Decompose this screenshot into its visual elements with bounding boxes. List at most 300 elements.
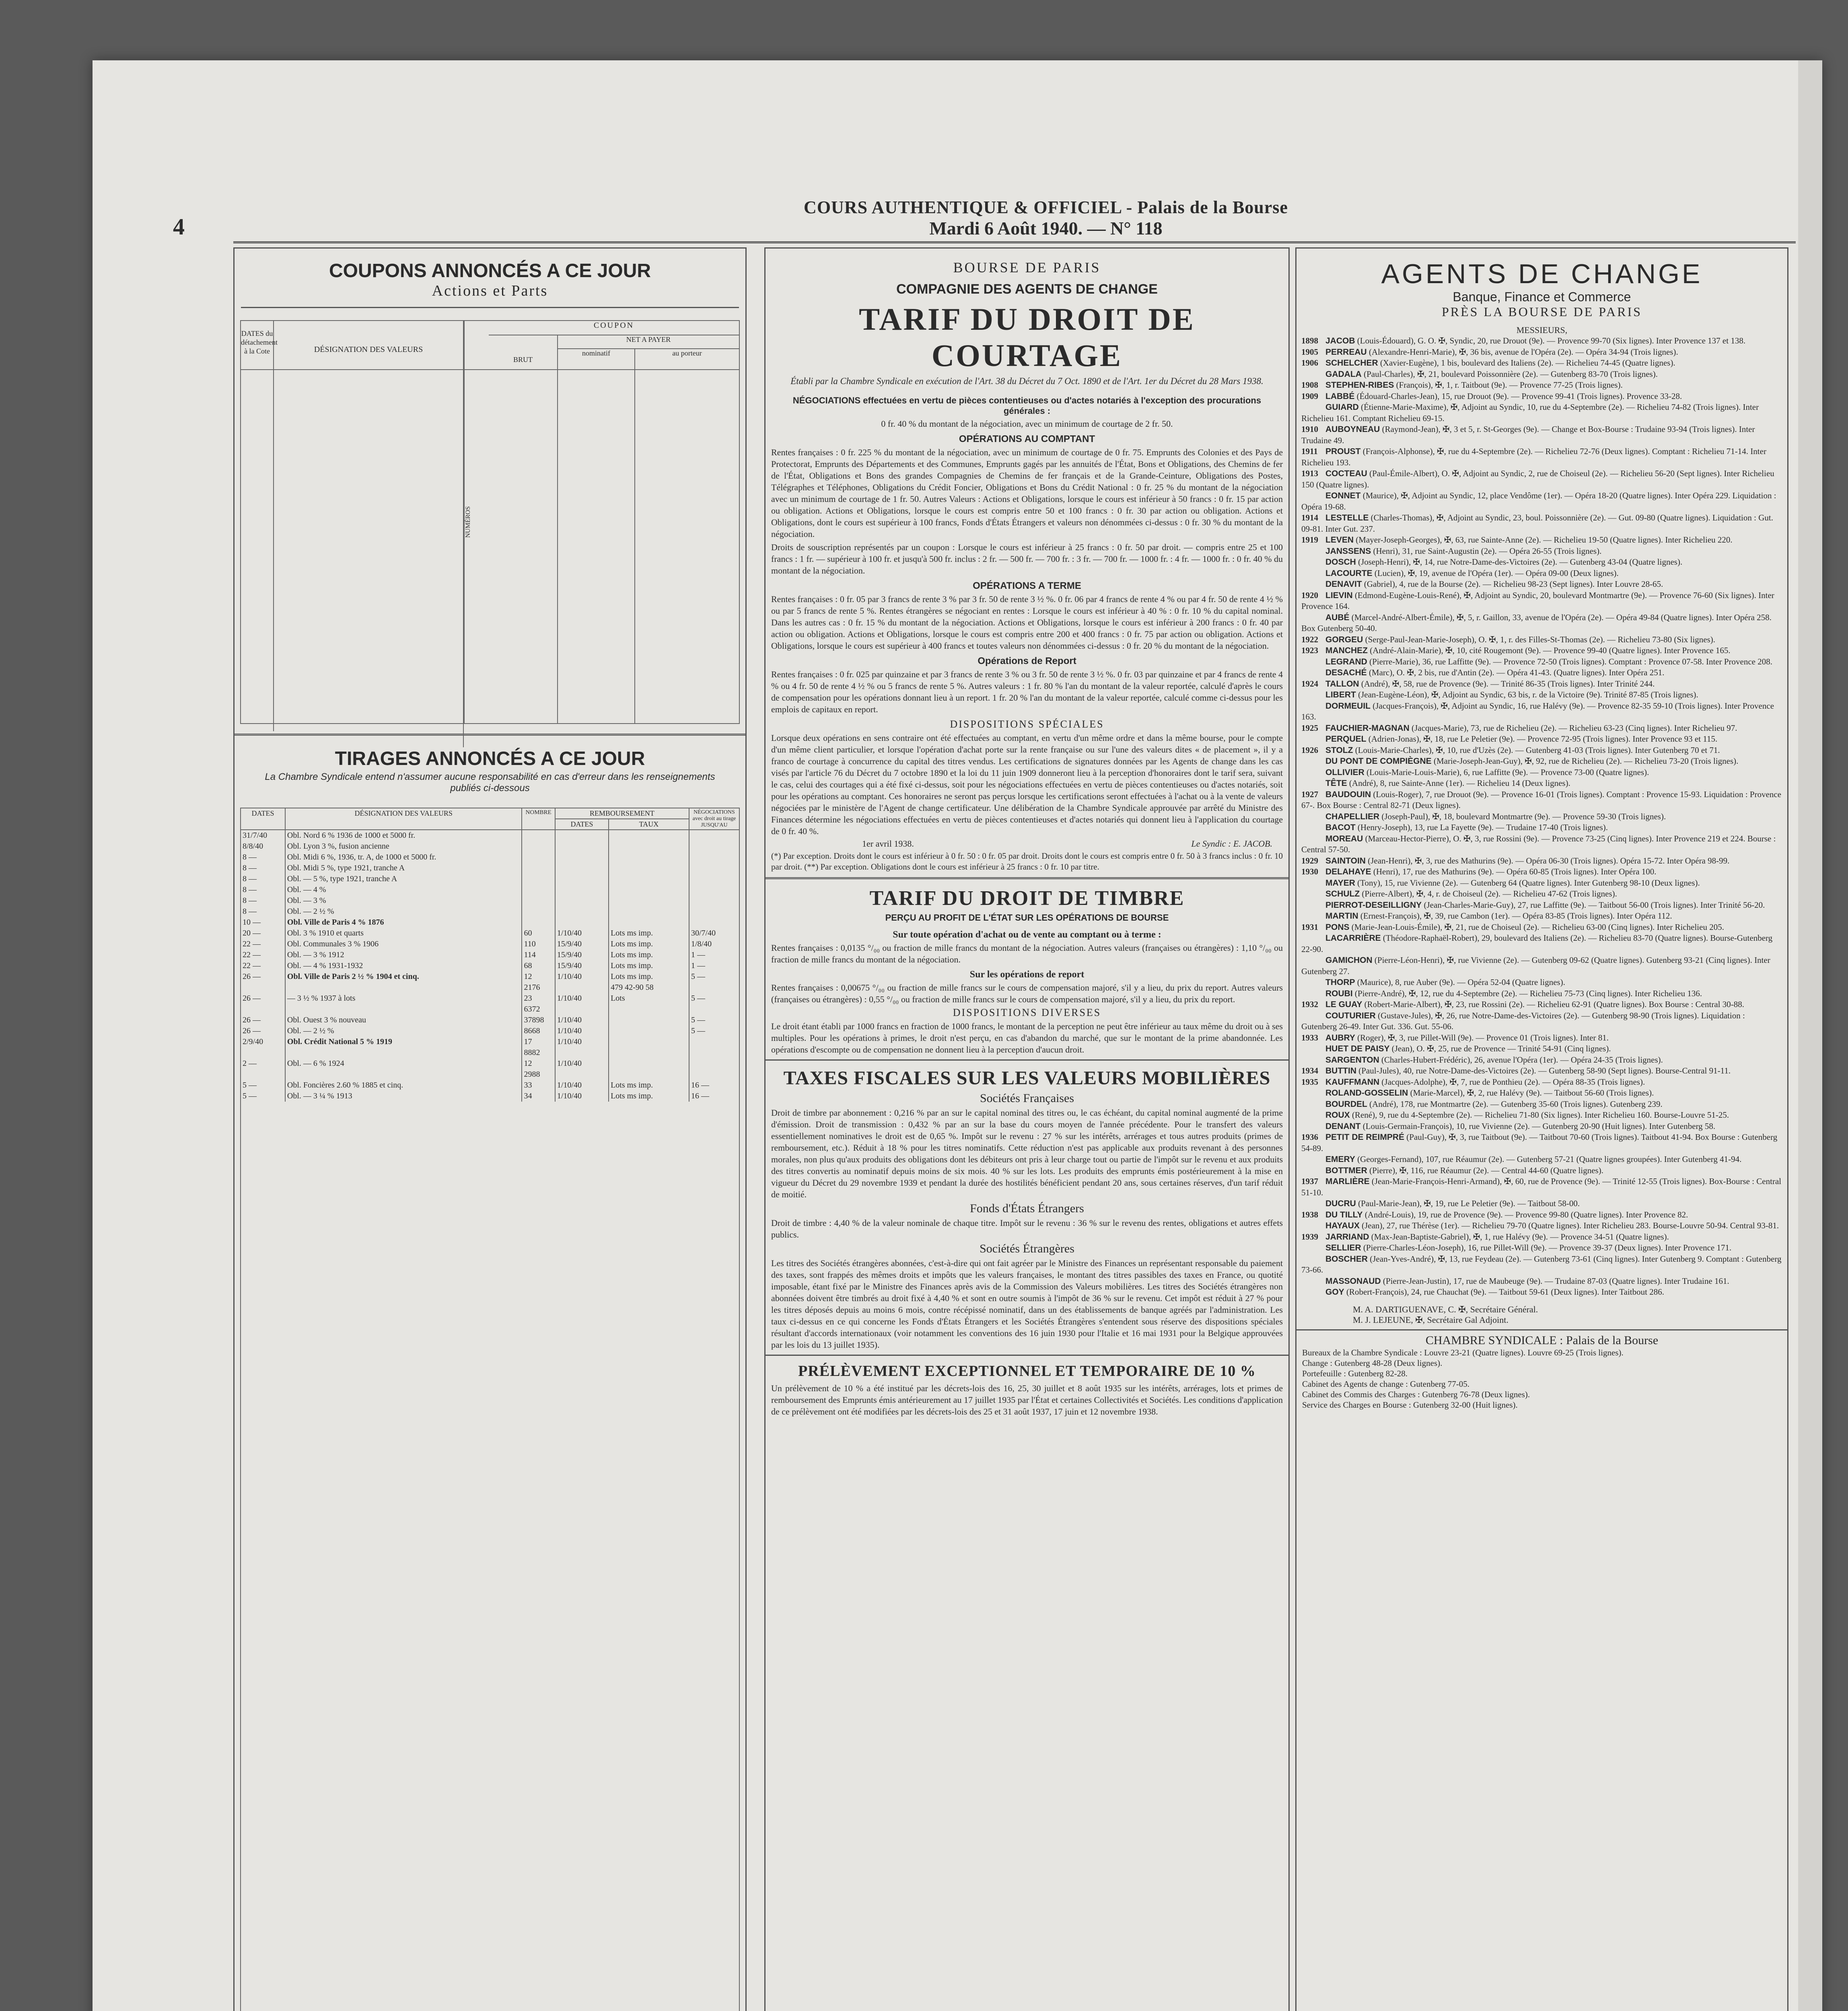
table-row [241,1015,739,1026]
secretaire-adjoint: M. J. LEJEUNE, ✠, Secrétaire Gal Adjoint. [1353,1314,1508,1325]
ops-terme-title: OPÉRATIONS A TERME [973,580,1081,591]
agent-entry [1301,380,1782,391]
agent-name: BACOT [1325,823,1356,832]
agent-details: (Louis-Roger), 7, rue Drouot (9e). — Provence 16-01 (Trois lignes). Comptant : Provence 15-93. Liquidation : Provence 67-. Box Bourse : Central 82-71 (Deux lignes). [1301,789,1782,810]
table-row [241,1058,739,1069]
divider [766,1355,1288,1356]
cell-nombre: 110 [522,939,555,950]
table-row [241,863,739,874]
cell-date: 8 — [241,906,285,917]
agent-details: (Joseph-Henri), ✠, 14, rue Notre-Dame-des-Victoires (2e). — Gutenberg 43-04 (Quatre lignes). [1356,557,1683,567]
agent-details: (Louis-Marie-Charles), ✠, 10, rue d'Uzès (2e). — Gutenberg 41-03 (Trois lignes). Inter Gutenberg 70 et 71. [1353,745,1720,755]
agent-entry [1301,490,1782,512]
agent-year: 1898 [1301,336,1318,345]
agent-details: (Jean), O. ✠, 25, rue de Provence — Trinité 54-91 (Cinq lignes). [1389,1044,1611,1053]
agent-entry [1301,1032,1782,1044]
cell-rdate [555,1047,609,1058]
cell-date: 8 — [241,895,285,906]
th-remboursement: REMBOURSEMENT [555,808,689,819]
cell-date: 26 — [241,993,285,1004]
cell-rdate [555,1069,609,1080]
masthead-date: Mardi 6 Août 1940. — N° 118 [929,218,1163,239]
agent-name: GUIARD [1325,403,1359,412]
agent-entry [1301,1232,1782,1243]
agent-entry [1301,634,1782,646]
timbre-t1: Rentes françaises : 0,0135 °/₀₀ ou fraction de mille francs du montant de la négociation. Autres valeurs (françaises ou étrangères) : 1,10 °/₀₀ ou fraction de mille francs du montant de la négociation. [771,943,1283,964]
agent-year: 1910 [1301,424,1318,434]
timbre-t3: Le droit étant établi par 1000 francs en fraction de 1000 francs, le montant de la perception ne peut être inférieur au taux même du droit ou à ses multiples. Pour les opérations à primes, le droit n'est perçu, en cas d'abandon du marché, que sur le montant de la prime abandonnée. Les opérations d'escompte ou de compensation ne donnent lieu à la perception d'aucun droit. [771,1021,1283,1055]
agent-entry [1301,911,1782,922]
cell-date: 31/7/40 [241,830,285,841]
cell-taux [609,841,689,852]
signature: Le Syndic : E. JACOB. [1191,839,1272,849]
agent-details: (Gustave-Jules), ✠, 26, rue Notre-Dame-des-Victoires (2e). — Gutenberg 98-90 (Trois lignes). Liquidation : Gutenberg 26-49. Inter Gut. 336. Gut. 55-06. [1301,1010,1745,1031]
prelevement-text: Un prélèvement de 10 % a été institué par les décrets-lois des 16, 25, 30 juillet et 8 août 1935 sur les intérêts, arrérages, lots et primes de remboursement des Emprunts émis antérieurement au 17 juillet 1935 par l'État et certaines Collectivités et Sociétés. Les conditions d'application de ce prélèvement ont été modifiées par les décrets-lois des 25 et 31 août 1937, 17 juin et 12 novembre 1938. [771,1383,1283,1417]
table-row [241,1047,739,1058]
divider [1296,1329,1787,1330]
agent-year: 1937 [1301,1176,1318,1186]
cell-neg [689,982,739,993]
cell-designation: Obl. Nord 6 % 1936 de 1000 et 5000 fr. [285,830,522,841]
agent-entry [1301,1276,1782,1287]
agent-name: LEVEN [1325,535,1354,545]
agent-details: (Jacques-Marie), 73, rue de Richelieu (2e). — Richelieu 63-23 (Cinq lignes). Inter Richelieu 97. [1409,723,1737,733]
agent-name: SCHELCHER [1325,358,1378,368]
agent-name: DESACHÉ [1325,668,1367,677]
agent-name: AUBRY [1325,1033,1355,1043]
chambre-line: Portefeuille : Gutenberg 82-28. [1302,1368,1408,1378]
agent-entry [1301,347,1782,358]
cell-rdate [555,874,609,884]
agent-entry [1301,512,1782,535]
masthead-title: COURS AUTHENTIQUE & OFFICIEL - Palais de la Bourse [804,197,1288,217]
agent-details: (Pierre-Albert), ✠, 4, r. de Choiseul (2e). — Richelieu 47-62 (Trois lignes). [1360,889,1617,899]
agent-entry [1301,922,1782,933]
agents-sub2: PRÈS LA BOURSE DE PARIS [1441,304,1642,319]
agent-name: MANCHEZ [1325,646,1368,655]
agent-details: (Jean), 27, rue Thérèse (1er). — Richelieu 79-70 (Quatre lignes). Inter Richelieu 283. Bourse-Louvre 50-94. Central 93-81. [1359,1221,1779,1230]
coupons-col-numeros: NUMÉROS [464,321,489,723]
agent-name: JARRIAND [1325,1232,1369,1242]
agent-details: (Paul-Charles), ✠, 21, boulevard Poissonnière (2e). — Gutenberg 83-70 (Trois lignes). [1361,369,1658,379]
cell-taux: Lots ms imp. [609,960,689,971]
agent-year: 1911 [1301,446,1318,456]
cell-nombre: 114 [522,950,555,960]
agent-details: (Paul-Guy), ✠, 3, rue Taitbout (9e). — Taitbout 70-60 (Trois lignes). Taitbout 41-94. Box Bourse : Gutenberg 54-89. [1301,1132,1778,1153]
tirages-grid [241,808,739,1102]
agent-entry [1301,468,1782,490]
agent-details: (Marie-Jean-Louis-Émile), ✠, 21, rue de Choiseul (2e). — Richelieu 63-00 (Cinq lignes). Inter Richelieu 205. [1349,922,1724,932]
agent-name: LEGRAND [1325,657,1367,666]
cell-taux: Lots [609,993,689,1004]
table-row [241,1004,739,1015]
agent-details: (Ernest-François), ✠, 39, rue Cambon (1er). — Opéra 83-85 (Trois lignes). Inter Opéra 112. [1358,911,1672,921]
secretaire: M. A. DARTIGUENAVE, C. ✠, Secrétaire Général. [1353,1304,1538,1314]
agent-entry [1301,1242,1782,1254]
agent-details: (Marie-Marcel), ✠, 2, rue Halévy (9e). — Taitbout 56-60 (Trois lignes). [1408,1088,1654,1098]
cell-designation: Obl. — 3 ¼ % 1913 [285,1091,522,1102]
agent-name: STEPHEN-RIBES [1325,380,1394,390]
cell-neg [689,1004,739,1015]
agent-entry [1301,1010,1782,1032]
agent-entry [1301,1154,1782,1165]
coupons-col-net: NET A PAYER [558,335,739,349]
agent-entry [1301,535,1782,546]
cell-date: 8 — [241,874,285,884]
agent-details: (Marie-Joseph-Jean-Guy), ✠, 92, rue de Richelieu (2e). — Richelieu 73-20 (Trois lignes). [1431,756,1739,766]
cell-taux [609,1026,689,1036]
cell-nombre [522,906,555,917]
cell-neg: 1 — [691,961,705,970]
agent-entry [1301,778,1782,789]
cell-designation: Obl. Midi 6 %, 1936, tr. A, de 1000 et 5000 fr. [285,852,522,863]
chambre-lines [1302,1347,1782,1410]
cell-date: 8/8/40 [241,841,285,852]
cell-nombre [522,863,555,874]
cell-taux [609,1058,689,1069]
cell-taux: Lots ms imp. [609,1080,689,1091]
agent-entry [1301,656,1782,668]
cell-neg [689,830,739,841]
agent-details: (Marc), O. ✠, 2 bis, rue d'Antin (2e). — Opéra 41-43. (Quatre lignes). Inter Opéra 251. [1366,668,1665,677]
cell-date: 10 — [241,917,285,928]
timbre-subtitle: PERÇU AU PROFIT DE L'ÉTAT SUR LES OPÉRATIONS DE BOURSE [885,913,1169,923]
agent-entry [1301,955,1782,977]
comptant-text: Rentes françaises : 0 fr. 225 % du montant de la négociation, avec un minimum de courtage de 0 fr. 75. Emprunts des Colonies et des Pays de Protectorat, Emprunts des Départements et des Communes, Emprunts gagés par les annuités de l'État, Bons et Obligations, des Chemins de fer de l'État, Obligations et Bons des grandes Compagnies de Chemins de fer français et de la Grande-Ceinture, Obligations des Postes, Télégraphes et Téléphones, Obligations du Crédit Foncier, Obligations et Bons du Crédit National : 0 fr. 25 % du montant de la négociation avec un minimum de courtage de 1 fr. 50. Autres Valeurs : Actions et Obligations, lorsque le cours est inférieur à 50 francs : 0 fr. 15 par action ou obligation. Actions et Obligations, lorsque le cours est compris entre 50 et 100 francs : 0 fr. 30 par action ou obligation. Actions et Obligations, dont le cours est supérieur à 100 francs, Fonds d'États Étrangers et valeurs non dénommées ci-dessus : 0 fr. 30 % du montant de la négociation. [771,447,1283,539]
agent-details: (Paul-Émile-Albert), O. ✠, Adjoint au Syndic, 2, rue de Choiseul (2e). — Richelieu 56-20 (Sept lignes). Inter Richelieu 150 (Quatre lignes). [1301,469,1774,489]
cell-designation: Obl. Ouest 3 % nouveau [285,1015,522,1026]
cell-nombre: 2176 [522,982,555,993]
agent-details: (Théodore-Raphaël-Robert), 29, boulevard des Italiens (2e). — Richelieu 83-70 (Quatre lignes). Bourse-Gutenberg 22-90. [1301,933,1773,954]
agent-details: (Marceau-Hector-Pierre), O. ✠, 3, rue Rossini (9e). — Provence 73-25 (Cinq lignes). Inter Provence 219 et 224. Bourse : Central 57-50. [1301,833,1776,854]
table-row [241,993,739,1004]
agent-year: 1920 [1301,590,1318,600]
divider [766,1059,1288,1061]
cell-nombre [522,884,555,895]
cell-neg: 16 — [691,1081,709,1090]
cell-date: 22 — [241,950,285,960]
agent-name: EONNET [1325,491,1361,500]
cell-date: 22 — [241,939,285,950]
cell-neg: 5 — [691,994,705,1003]
agent-name: DUCRU [1325,1199,1356,1208]
agent-name: GADALA [1325,369,1362,379]
agent-entry [1301,833,1782,855]
cell-neg: 5 — [691,1016,705,1024]
cell-date: 8 — [241,884,285,895]
cell-taux [609,1047,689,1058]
tirages-note: La Chambre Syndicale entend n'assumer aucune responsabilité en cas d'erreur dans les renseignements publiés ci-dessous [265,771,715,794]
cell-date [241,1004,285,1015]
agent-name: LACARRIÈRE [1325,934,1381,943]
cell-neg [689,841,739,852]
agent-year: 1923 [1301,646,1318,655]
agent-details: (Henry-Joseph), 13, rue La Fayette (9e). — Trudaine 17-40 (Trois lignes). [1355,822,1608,832]
agent-name: COCTEAU [1325,469,1367,478]
cell-designation: Obl. Midi 5 %, type 1921, tranche A [285,863,522,874]
cell-nombre: 2988 [522,1069,555,1080]
coupons-table [240,320,740,724]
agent-details: (André), 8, rue Sainte-Anne (1er). — Richelieu 14 (Deux lignes). [1347,778,1570,788]
agent-entry [1301,878,1782,889]
cell-neg: 5 — [691,1026,705,1035]
agent-entry [1301,1055,1782,1066]
cell-nombre [522,874,555,884]
th-negociations: NÉGOCIATIONS avec droit au tirage JUSQU'AU [689,808,739,830]
agent-name: LACOURTE [1325,568,1373,578]
agent-name: DELAHAYE [1325,867,1371,876]
agent-name: PONS [1325,922,1350,932]
report-text: Rentes françaises : 0 fr. 025 par quinzaine et par 3 francs de rente 3 % ou 3 fr. 50 de rente 3 ½ %. 0 fr. 03 par quinzaine et par 4 francs de rente 4 % ou 4 fr. 50 de rente 4 ½ % ou 5 francs de rente 5 %. Autres valeurs : 1 fr. 80 % l'an du montant de la valeur reportée, calculé d'après le cours de compensation pour les opérations donnant lieu à un report. 1 fr. 20 % l'an du montant de la valeur reportée, calculé comme ci-dessus pour les emplois de capitaux en report. [771,669,1283,714]
agent-name: MAYER [1325,878,1355,888]
page-number: 4 [173,214,185,240]
cell-taux [609,830,689,841]
cell-nombre: 23 [522,993,555,1004]
agent-details: (Jacques-François), ✠, Adjoint au Syndic, 16, rue Halévy (9e). — Provence 82-35 59-10 (Trois lignes). Inter Provence 163. [1301,701,1774,722]
neg-text: 0 fr. 40 % du montant de la négociation, avec un minimum de courtage de 2 fr. 50. [881,419,1173,429]
cell-date: 26 — [241,1015,285,1026]
agents-list [1296,335,1787,1298]
coupons-col-designation: DÉSIGNATION DES VALEURS [274,321,464,747]
cell-designation: Obl. — 2 ½ % [285,906,522,917]
cell-date: 8 — [241,863,285,874]
agent-details: (Tony), 15, rue Vivienne (2e). — Gutenberg 64 (Quatre lignes). Inter Gutenberg 98-10 (Deux lignes). [1355,878,1700,888]
agent-details: (Jean-Yves-André), ✠, 13, rue Feydeau (2e). — Gutenberg 73-61 (Cinq lignes). Inter Gutenberg 9. Comptant : Gutenberg 73-66. [1301,1254,1782,1275]
agent-name: ROUBI [1325,989,1353,998]
tirages-title: TIRAGES ANNONCÉS A CE JOUR [335,748,645,769]
agent-details: (Alexandre-Henri-Marie), ✠, 36 bis, avenue de l'Opéra (2e). — Opéra 34-94 (Trois lignes). [1366,347,1678,357]
header-rule [233,241,1796,243]
cell-designation [285,1069,522,1080]
agent-details: (Serge-Paul-Jean-Marie-Joseph), O. ✠, 1, r. des Filles-St-Thomas (2e). — Richelieu 73-80 (Six lignes). [1363,634,1716,644]
agent-year: 1913 [1301,469,1318,478]
table-row [241,884,739,895]
cell-rdate [555,852,609,863]
soc-fr-text: Droit de timbre par abonnement : 0,216 % par an sur le capital nominal des titres ou, le cas échéant, du capital nominal augmenté de la prime d'émission. Droit de transmission : 0,432 % par an sur la base du cours moyen de l'année précédente. Pour le transfert des valeurs essentiellement nominatives le droit est de 0,65 %. Impôt sur le revenu : 27 % sur les intérêts, arrérages et tous autres produits (primes de remboursement, etc.). Réduit à 18 % pour les titres nominatifs. Cette réduction n'est pas applicable aux produits revenant à des personnes morales, non plus qu'aux produits des obligations dont les débiteurs ont pris à leur charge tout ou partie de l'impôt sur le revenu et aux produits des titres convertis au nominatif depuis moins de six mois. 40 % sur les lots. Les produits des emprunts émis postérieurement à la mise en vigueur du Décret du 29 novembre 1939 et pendant la durée des hostilités bénéficient pendant 20 ans, sous certaines réserves, d'un tarif réduit de moitié. [771,1108,1283,1199]
cell-taux: Lots ms imp. [609,939,689,950]
agent-name: AUBOYNEAU [1325,425,1380,434]
cell-designation: Obl. Lyon 3 %, fusion ancienne [285,841,522,852]
agent-name: MARTIN [1325,911,1358,921]
agent-name: JACOB [1325,336,1355,345]
ops-comptant-title: OPÉRATIONS AU COMPTANT [959,434,1095,444]
table-row [241,1080,739,1091]
cell-rdate: 15/9/40 [555,950,609,960]
cell-neg [689,1058,739,1069]
notes: (*) Par exception. Droits dont le cours est inférieur à 0 fr. 50 : 0 fr. 05 par droit. Droits dont le cours est compris entre 0 fr. 50 à 3 francs inclus : 0 fr. 10 par droit. (**) Par exception. Obligations dont le cours est inférieur à 25 francs : 0 fr. 10 par titre. [771,851,1283,872]
cell-designation: Obl. Communales 3 % 1906 [285,939,522,950]
agent-name: BUTTIN [1325,1066,1356,1075]
agent-details: (Pierre-Marie), 36, rue Laffitte (9e). — Provence 72-50 (Trois lignes). Comptant : Provence 07-58. Inter Provence 208. [1367,656,1772,666]
agent-name: SARGENTON [1325,1055,1379,1065]
agent-entry [1301,1254,1782,1276]
cell-taux [609,884,689,895]
cell-nombre [522,852,555,863]
agent-year: 1932 [1301,999,1318,1009]
agent-name: LE GUAY [1325,1000,1362,1009]
agent-entry [1301,822,1782,833]
cell-date [241,1069,285,1080]
agent-name: BOTTMER [1325,1166,1367,1175]
table-row [241,960,739,971]
agent-year: 1927 [1301,789,1318,799]
agent-entry [1301,888,1782,900]
cell-taux [609,1069,689,1080]
cell-rdate: 1/10/40 [555,928,609,939]
agent-name: PIERROT-DESEILLIGNY [1325,900,1422,910]
cell-designation: Obl. Foncières 2.60 % 1885 et cinq. [285,1080,522,1091]
cell-nombre: 8882 [522,1047,555,1058]
agent-name: DENANT [1325,1121,1361,1131]
agent-year: 1919 [1301,535,1318,545]
cell-designation [285,982,522,993]
cell-rdate: 1/10/40 [555,1036,609,1047]
dispositions-text: Lorsque deux opérations en sens contraire ont été effectuées au comptant, en vertu d'un même ordre et dans la même bourse, pour le compte d'un même client particulier, et lorsque l'opération d'achat porte sur la rente française ou sur l'une des valeurs dites « de placement », il y a franco de courtage à concurrence du capital des titres vendus. Les certifications de signatures données par les Agents de change dans les cas visés par l'article 76 du Décret du 7 octobre 1890 et la loi du 11 juin 1909 donneront lieu à la perception d'honoraires dont le tarif sera, suivant le cas, celui des courtages qui a été fixé ci-dessus, soit pour les négociations effectuées en vertu de pièces contentieuses ou d'actes notariés, soit pour les opérations au comptant. Ces honoraires ne seront pas perçus lorsque les certifications seront effectuées à l'achat ou à la vente de valeurs négociées par le ministère de l'Agent de change certificateur. Une délibération de la Chambre Syndicale approuvée par arrêté du Ministre des Finances détermine les négociations effectuées en vertu de pièces contentieuses et d'actes notariés qui donnent lieu à l'application du courtage de 0 fr. 40 %. [771,733,1283,836]
cell-nombre: 12 [522,971,555,982]
agent-details: (Jacques-Adolphe), ✠, 7, rue de Ponthieu (2e). — Opéra 88-35 (Trois lignes). [1379,1077,1645,1087]
agent-name: OLLIVIER [1325,767,1364,777]
coupons-col-porteur: au porteur [672,349,702,357]
agent-year: 1938 [1301,1209,1318,1219]
cell-rdate: 1/10/40 [555,1026,609,1036]
cell-designation: Obl. Ville de Paris 4 % 1876 [285,917,522,928]
cell-designation: Obl. Ville de Paris 2 ½ % 1904 et cinq. [285,971,522,982]
agent-year: 1930 [1301,867,1318,876]
cell-taux [609,895,689,906]
agent-entry [1301,977,1782,988]
table-row [241,950,739,960]
agent-details: (Pierre-Jean-Justin), 17, rue de Maubeuge (9e). — Trudaine 87-03 (Quatre lignes). Inter Trudaine 161. [1381,1276,1729,1286]
agent-details: (Charles-Thomas), ✠, Adjoint au Syndic, 23, boul. Poissonnière (2e). — Gut. 09-80 (Quatre lignes). Liquidation : Gut. 09-81. Inter Gut. 237. [1301,513,1773,534]
agent-details: (Gabriel), 4, rue de la Bourse (2e). — Richelieu 98-23 (Sept lignes). Inter Louvre 28-65. [1362,579,1663,589]
chambre-line: Change : Gutenberg 48-28 (Deux lignes). [1302,1358,1443,1368]
agent-year: 1926 [1301,745,1318,755]
agent-entry [1301,1110,1782,1121]
cell-designation: Obl. — 4 % 1931-1932 [285,960,522,971]
cell-taux [609,1036,689,1047]
cell-rdate: 1/10/40 [555,1091,609,1102]
agent-entry [1301,866,1782,878]
agent-name: GORGEU [1325,635,1363,644]
taxes-title: TAXES FISCALES SUR LES VALEURS MOBILIÈRES [783,1067,1271,1089]
agent-name: JANSSENS [1325,546,1371,556]
agent-entry [1301,667,1782,679]
agent-name: DOSCH [1325,557,1356,567]
cell-rdate [555,841,609,852]
cell-designation: Obl. — 2 ½ % [285,1026,522,1036]
agent-entry [1301,999,1782,1010]
coupons-col-dates: DATES du détachement à la Cote [241,321,274,731]
table-row [241,917,739,928]
agent-entry [1301,358,1782,369]
agent-entry [1301,645,1782,656]
soc-fr-title: Sociétés Françaises [980,1092,1074,1105]
cell-neg [689,895,739,906]
agent-entry [1301,590,1782,612]
agent-details: (Louis-Germain-François), 10, rue Vivienne (2e). — Gutenberg 20-90 (Huit lignes). Inter Gutenberg 58. [1360,1121,1716,1131]
agent-details: (René), 9, rue du 4-Septembre (2e). — Richelieu 71-80 (Six lignes). Inter Richelieu 160. Bourse-Louvre 51-25. [1350,1110,1729,1120]
agent-name: HAYAUX [1325,1221,1360,1230]
agent-details: (André), 178, rue Montmartre (2e). — Gutenberg 35-60 (Trois lignes). Gutenberg 239. [1367,1099,1663,1109]
agent-name: DORMEUIL [1325,701,1371,711]
chambre-line: Service des Charges en Bourse : Gutenberg 32-00 (Huit lignes). [1302,1400,1518,1410]
agent-details: (François), ✠, 1, r. Taitbout (9e). — Provence 77-25 (Trois lignes). [1394,380,1623,390]
chambre-line: Cabinet des Agents de change : Gutenberg 77-05. [1302,1379,1470,1389]
agent-year: 1909 [1301,391,1318,401]
cell-date: 22 — [241,960,285,971]
cell-designation [285,1004,522,1015]
th-taux: TAUX [609,819,689,830]
cell-rdate: 15/9/40 [555,960,609,971]
agent-details: (Pierre-André), ✠, 12, rue du 4-Septembre (2e). — Richelieu 75-73 (Cinq lignes). Inter Richelieu 136. [1352,988,1702,998]
cell-designation: Obl. — 6 % 1924 [285,1058,522,1069]
tirages-table [240,808,740,2011]
cell-neg: 30/7/40 [691,929,716,938]
signature-line [782,839,1272,849]
cell-rdate [555,917,609,928]
cell-rdate [555,982,609,993]
table-row [241,852,739,863]
agent-entry [1301,402,1782,424]
masthead [603,197,1488,239]
agent-details: (Paul-Marie-Jean), ✠, 19, rue Le Peletier (9e). — Taitbout 58-00. [1356,1199,1580,1208]
agent-entry [1301,1088,1782,1099]
dispositions-title: DISPOSITIONS SPÉCIALES [950,718,1104,730]
agent-year: 1939 [1301,1232,1318,1242]
agent-entry [1301,391,1782,402]
agent-year: 1933 [1301,1032,1318,1043]
timbre-title: TARIF DU DROIT DE TIMBRE [869,887,1185,910]
agent-entry [1301,612,1782,634]
agent-name: LABBÉ [1325,391,1355,401]
agent-details: (André-Alain-Marie), ✠, 10, cité Rougemont (9e). — Provence 99-40 (Quatre lignes). Inter Provence 165. [1368,646,1731,655]
table-row [241,830,739,841]
cell-nombre [522,841,555,852]
agent-details: (Jean-Charles-Marie-Guy), 27, rue Laffitte (9e). — Taitbout 56-00 (Trois lignes). Inter Trinité 56-20. [1422,900,1765,910]
agent-details: (Adrien-Jonas), ✠, 18, rue Le Peletier (9e). — Provence 72-95 (Trois lignes). Inter Provence 93 et 115. [1366,734,1718,744]
agent-details: (Louis-Édouard), G. O. ✠, Syndic, 20, rue Drouot (9e). — Provence 99-70 (Six lignes). Inter Provence 137 et 138. [1355,336,1746,345]
agent-year: 1929 [1301,855,1318,866]
cell-taux: Lots ms imp. [609,971,689,982]
agent-year: 1931 [1301,922,1318,932]
agent-name: MARLIÈRE [1325,1177,1370,1186]
th-designation: DÉSIGNATION DES VALEURS [285,808,522,830]
agent-entry [1301,579,1782,590]
timbre-h3: DISPOSITIONS DIVERSES [953,1007,1101,1018]
agent-entry [1301,1220,1782,1232]
agent-entry [1301,1209,1782,1221]
cell-rdate: 1/10/40 [555,971,609,982]
agent-details: (Jean-Eugène-Léon), ✠, Adjoint au Syndic, 63 bis, r. de la Victoire (9e). Trinité 87-85 (Trois lignes). [1356,690,1698,699]
agent-name: BOSCHER [1325,1254,1368,1264]
cell-neg [689,884,739,895]
agent-year: 1914 [1301,513,1318,522]
cell-rdate [555,884,609,895]
agent-details: (Louis-Marie-Louis-Marie), 6, rue Laffitte (9e). — Provence 73-00 (Quatre lignes). [1364,767,1649,777]
agents-title: AGENTS DE CHANGE [1381,259,1703,289]
agent-year: 1935 [1301,1077,1318,1087]
agent-name: PETIT DE REIMPRÉ [1325,1133,1405,1142]
agent-details: (Henri), 31, rue Saint-Augustin (2e). — Opéra 26-55 (Trois lignes). [1371,546,1602,556]
timbre-h2: Sur les opérations de report [969,969,1085,980]
cell-date: 5 — [241,1080,285,1091]
cell-date [241,1047,285,1058]
agent-entry [1301,1165,1782,1176]
compagnie-title: COMPAGNIE DES AGENTS DE CHANGE [896,282,1158,297]
agent-name: EMERY [1325,1155,1355,1164]
agent-name: DENAVIT [1325,580,1362,589]
agent-entry [1301,335,1782,347]
